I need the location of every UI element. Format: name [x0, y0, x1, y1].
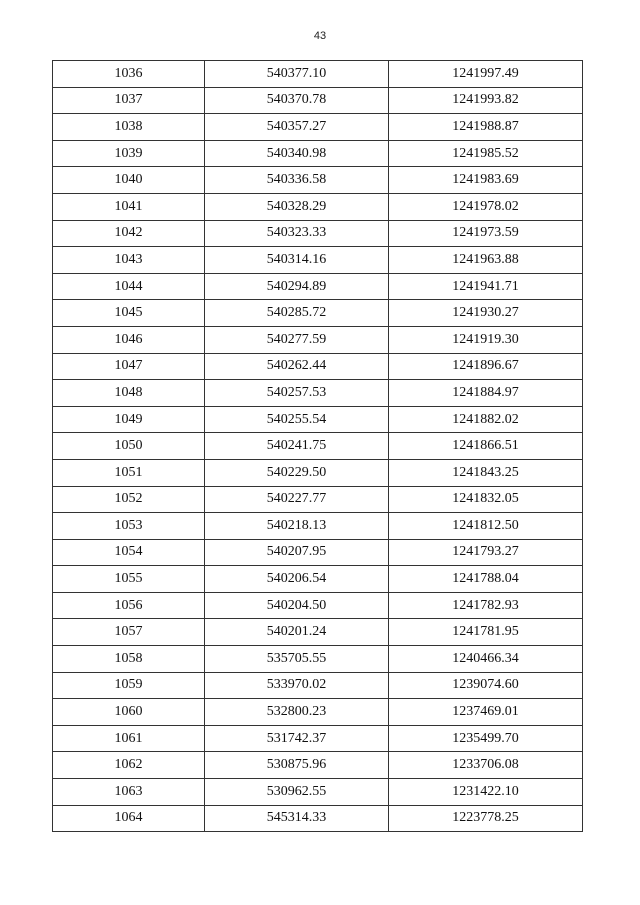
x-coordinate-cell: 540206.54	[205, 566, 389, 593]
y-coordinate-cell: 1241896.67	[389, 353, 583, 380]
table-row	[53, 566, 583, 593]
x-coordinate-cell: 540227.77	[205, 486, 389, 513]
point-number-cell: 1060	[53, 699, 205, 726]
y-coordinate-cell: 1235499.70	[389, 725, 583, 752]
point-number-cell: 1063	[53, 779, 205, 806]
x-coordinate-cell: 535705.55	[205, 646, 389, 673]
point-number-cell: 1052	[53, 486, 205, 513]
x-coordinate-cell: 540229.50	[205, 459, 389, 486]
x-coordinate-cell: 540257.53	[205, 380, 389, 407]
y-coordinate-cell: 1241782.93	[389, 592, 583, 619]
x-coordinate-cell: 540357.27	[205, 114, 389, 141]
point-number-cell: 1038	[53, 114, 205, 141]
y-coordinate-cell: 1241930.27	[389, 300, 583, 327]
point-number-cell: 1058	[53, 646, 205, 673]
x-coordinate-cell: 540241.75	[205, 433, 389, 460]
x-coordinate-cell: 530875.96	[205, 752, 389, 779]
x-coordinate-cell: 540207.95	[205, 539, 389, 566]
y-coordinate-cell: 1241781.95	[389, 619, 583, 646]
point-number-cell: 1059	[53, 672, 205, 699]
x-coordinate-cell: 540336.58	[205, 167, 389, 194]
point-number-cell: 1045	[53, 300, 205, 327]
y-coordinate-cell: 1237469.01	[389, 699, 583, 726]
y-coordinate-cell: 1241812.50	[389, 513, 583, 540]
table-row	[53, 140, 583, 167]
y-coordinate-cell: 1240466.34	[389, 646, 583, 673]
table-row	[53, 87, 583, 114]
point-number-cell: 1040	[53, 167, 205, 194]
y-coordinate-cell: 1239074.60	[389, 672, 583, 699]
y-coordinate-cell: 1241985.52	[389, 140, 583, 167]
point-number-cell: 1050	[53, 433, 205, 460]
point-number-cell: 1054	[53, 539, 205, 566]
y-coordinate-cell: 1241919.30	[389, 326, 583, 353]
point-number-cell: 1046	[53, 326, 205, 353]
table-row	[53, 247, 583, 274]
table-row	[53, 779, 583, 806]
point-number-cell: 1037	[53, 87, 205, 114]
y-coordinate-cell: 1241978.02	[389, 193, 583, 220]
point-number-cell: 1041	[53, 193, 205, 220]
table-row	[53, 539, 583, 566]
table-row	[53, 699, 583, 726]
y-coordinate-cell: 1241988.87	[389, 114, 583, 141]
y-coordinate-cell: 1241882.02	[389, 406, 583, 433]
point-number-cell: 1044	[53, 273, 205, 300]
x-coordinate-cell: 540314.16	[205, 247, 389, 274]
x-coordinate-cell: 531742.37	[205, 725, 389, 752]
table-row	[53, 193, 583, 220]
y-coordinate-cell: 1241793.27	[389, 539, 583, 566]
x-coordinate-cell: 530962.55	[205, 779, 389, 806]
table-row	[53, 300, 583, 327]
point-number-cell: 1055	[53, 566, 205, 593]
table-row	[53, 220, 583, 247]
x-coordinate-cell: 540323.33	[205, 220, 389, 247]
x-coordinate-cell: 540340.98	[205, 140, 389, 167]
x-coordinate-cell: 545314.33	[205, 805, 389, 832]
table-row	[53, 592, 583, 619]
table-row	[53, 433, 583, 460]
table-row	[53, 273, 583, 300]
x-coordinate-cell: 540204.50	[205, 592, 389, 619]
y-coordinate-cell: 1231422.10	[389, 779, 583, 806]
y-coordinate-cell: 1241884.97	[389, 380, 583, 407]
y-coordinate-cell: 1241993.82	[389, 87, 583, 114]
y-coordinate-cell: 1241997.49	[389, 61, 583, 88]
table-row	[53, 61, 583, 88]
table-row	[53, 486, 583, 513]
table-row	[53, 380, 583, 407]
table-row	[53, 752, 583, 779]
x-coordinate-cell: 540201.24	[205, 619, 389, 646]
y-coordinate-cell: 1241788.04	[389, 566, 583, 593]
page-number: 43	[313, 30, 327, 42]
point-number-cell: 1057	[53, 619, 205, 646]
y-coordinate-cell: 1241983.69	[389, 167, 583, 194]
coordinates-table	[52, 60, 583, 832]
x-coordinate-cell: 540377.10	[205, 61, 389, 88]
table-row	[53, 459, 583, 486]
x-coordinate-cell: 540277.59	[205, 326, 389, 353]
x-coordinate-cell: 540294.89	[205, 273, 389, 300]
x-coordinate-cell: 540328.29	[205, 193, 389, 220]
table-row	[53, 805, 583, 832]
x-coordinate-cell: 540218.13	[205, 513, 389, 540]
x-coordinate-cell: 540255.54	[205, 406, 389, 433]
table-row	[53, 167, 583, 194]
y-coordinate-cell: 1223778.25	[389, 805, 583, 832]
point-number-cell: 1061	[53, 725, 205, 752]
y-coordinate-cell: 1241832.05	[389, 486, 583, 513]
point-number-cell: 1047	[53, 353, 205, 380]
table-row	[53, 406, 583, 433]
point-number-cell: 1042	[53, 220, 205, 247]
x-coordinate-cell: 532800.23	[205, 699, 389, 726]
table-row	[53, 646, 583, 673]
y-coordinate-cell: 1233706.08	[389, 752, 583, 779]
x-coordinate-cell: 540262.44	[205, 353, 389, 380]
table-row	[53, 326, 583, 353]
x-coordinate-cell: 540370.78	[205, 87, 389, 114]
table-row	[53, 513, 583, 540]
y-coordinate-cell: 1241941.71	[389, 273, 583, 300]
y-coordinate-cell: 1241963.88	[389, 247, 583, 274]
y-coordinate-cell: 1241973.59	[389, 220, 583, 247]
point-number-cell: 1064	[53, 805, 205, 832]
point-number-cell: 1056	[53, 592, 205, 619]
table-body	[53, 61, 583, 832]
y-coordinate-cell: 1241866.51	[389, 433, 583, 460]
table-row	[53, 672, 583, 699]
point-number-cell: 1051	[53, 459, 205, 486]
point-number-cell: 1043	[53, 247, 205, 274]
x-coordinate-cell: 533970.02	[205, 672, 389, 699]
point-number-cell: 1053	[53, 513, 205, 540]
point-number-cell: 1048	[53, 380, 205, 407]
point-number-cell: 1036	[53, 61, 205, 88]
table-row	[53, 353, 583, 380]
point-number-cell: 1049	[53, 406, 205, 433]
point-number-cell: 1039	[53, 140, 205, 167]
y-coordinate-cell: 1241843.25	[389, 459, 583, 486]
point-number-cell: 1062	[53, 752, 205, 779]
table-row	[53, 725, 583, 752]
x-coordinate-cell: 540285.72	[205, 300, 389, 327]
table-row	[53, 114, 583, 141]
table-row	[53, 619, 583, 646]
